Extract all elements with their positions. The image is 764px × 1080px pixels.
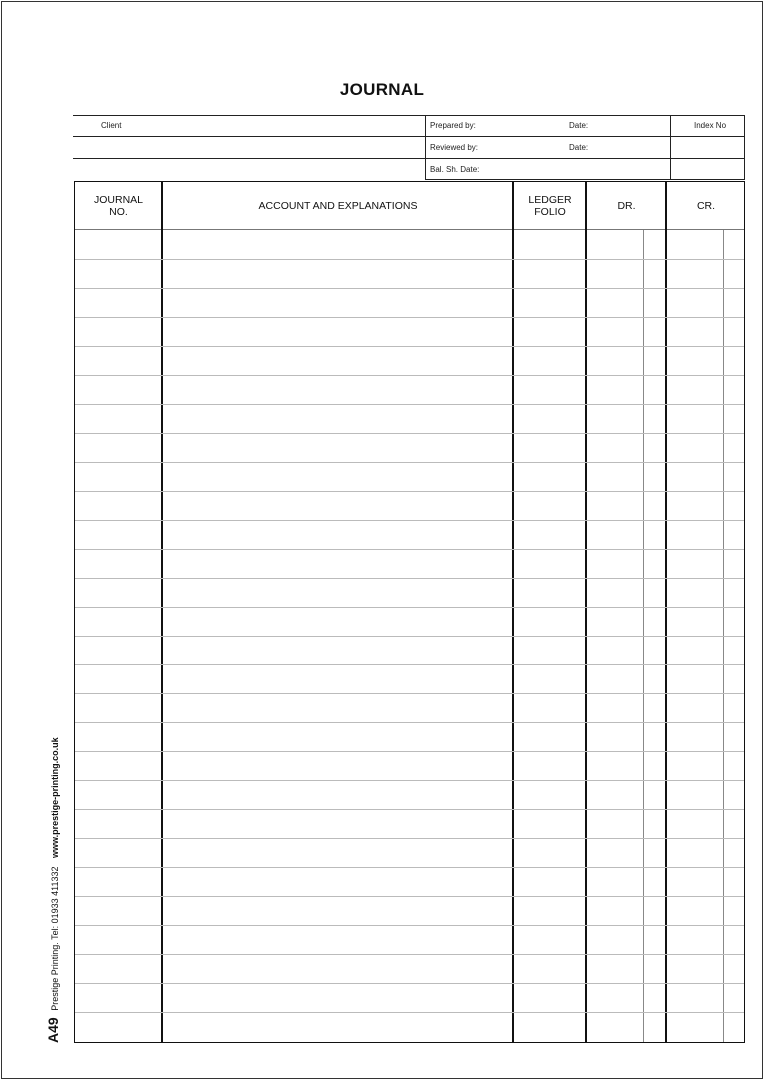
table-row-line bbox=[75, 664, 744, 665]
date-label-1: Date: bbox=[569, 121, 589, 130]
table-row-line bbox=[75, 375, 744, 376]
col-header-journal-no: JOURNAL NO. bbox=[93, 194, 143, 218]
table-row-line bbox=[75, 433, 744, 434]
table-row-line bbox=[75, 954, 744, 955]
table-row-line bbox=[75, 1012, 744, 1013]
header-info-box bbox=[73, 115, 745, 180]
printer-name: Prestige Printing. Tel: 01933 411332 bbox=[50, 866, 60, 1011]
table-row-line bbox=[75, 259, 744, 260]
page-title: JOURNAL bbox=[339, 80, 425, 99]
table-row-line bbox=[75, 780, 744, 781]
col-header-dr: DR. bbox=[617, 200, 636, 212]
table-row-line bbox=[75, 288, 744, 289]
col-header-ledger-folio: LEDGER FOLIO bbox=[528, 194, 572, 218]
prepared-by-label: Prepared by: bbox=[430, 121, 476, 130]
form-code: A49 bbox=[45, 1017, 61, 1043]
table-row-line bbox=[75, 549, 744, 550]
table-row-line bbox=[75, 867, 744, 868]
date-label-2: Date: bbox=[569, 143, 589, 152]
table-row-line bbox=[75, 317, 744, 318]
table-row-line bbox=[75, 722, 744, 723]
index-no-label: Index No bbox=[694, 121, 727, 130]
reviewed-by-label: Reviewed by: bbox=[430, 143, 479, 152]
printer-website: www.prestige-printing.co.uk bbox=[50, 737, 60, 858]
table-row-line bbox=[75, 462, 744, 463]
table-row-line bbox=[75, 578, 744, 579]
table-row-line bbox=[75, 925, 744, 926]
client-label: Client bbox=[101, 121, 122, 130]
bal-sh-date-label: Bal. Sh. Date: bbox=[430, 165, 480, 174]
col-header-cr: CR. bbox=[696, 200, 716, 212]
table-row-line bbox=[75, 636, 744, 637]
table-row-line bbox=[75, 751, 744, 752]
table-row-line bbox=[75, 809, 744, 810]
table-row-line bbox=[75, 607, 744, 608]
table-row-line bbox=[75, 896, 744, 897]
table-row-line bbox=[75, 404, 744, 405]
printer-credit bbox=[45, 737, 61, 1043]
col-header-account: ACCOUNT AND EXPLANATIONS bbox=[258, 200, 418, 212]
table-row-line bbox=[75, 520, 744, 521]
table-row-line bbox=[75, 838, 744, 839]
table-row-line bbox=[75, 346, 744, 347]
table-row-line bbox=[75, 491, 744, 492]
journal-table bbox=[74, 181, 745, 1043]
table-row-line bbox=[75, 693, 744, 694]
table-row-line bbox=[75, 983, 744, 984]
